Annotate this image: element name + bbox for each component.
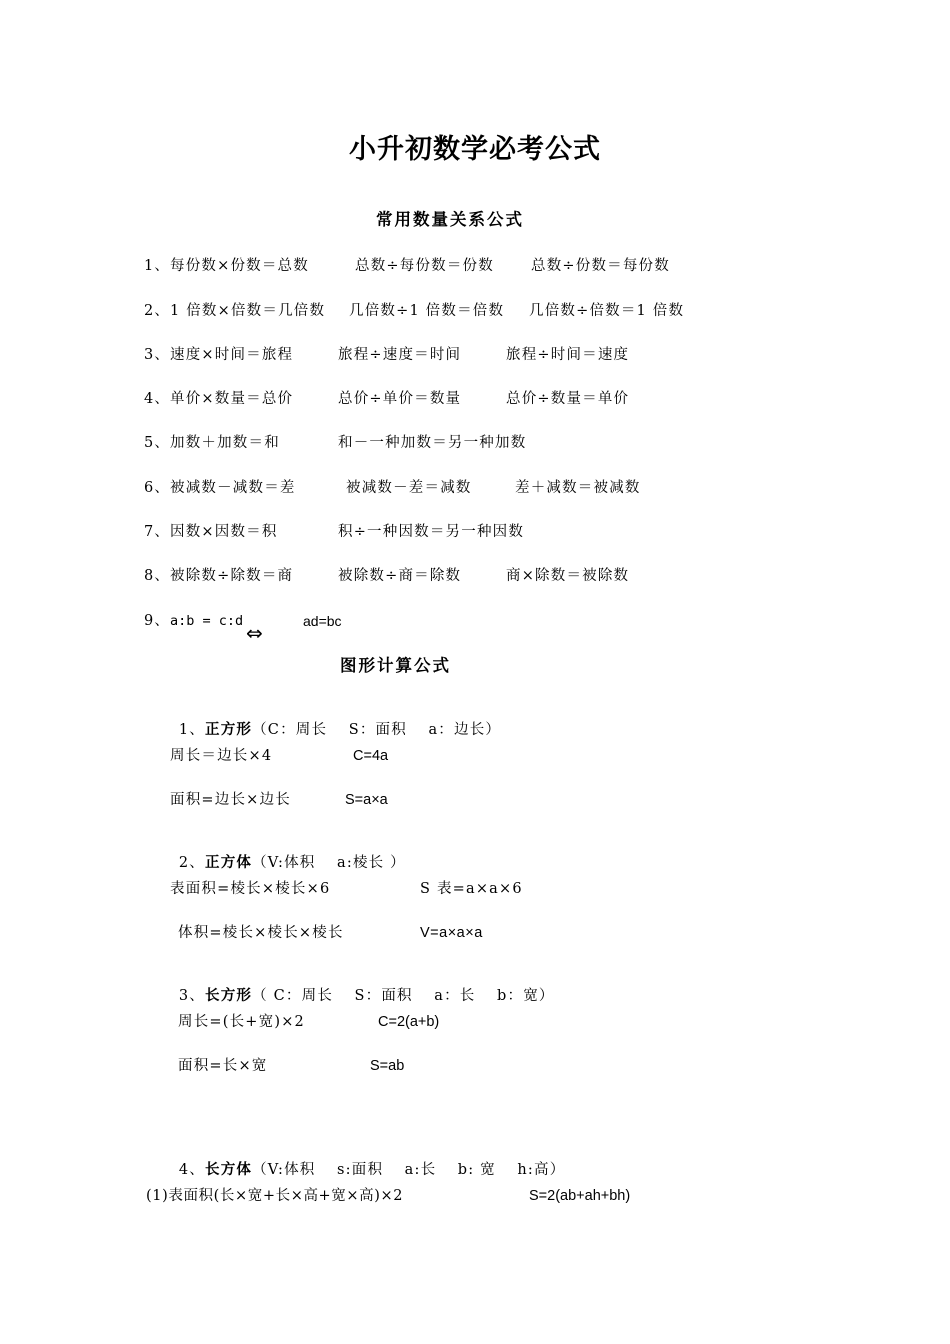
shape-variables: （ C：周长 S：面积 a：长 b：宽） (252, 988, 555, 1004)
formula-b: 总数÷每份数＝份数 (355, 258, 494, 274)
section-heading-quantity: 常用数量关系公式 (376, 210, 524, 229)
row-number: 5、 (144, 435, 171, 451)
formula-b: 旅程÷速度＝时间 (338, 347, 462, 363)
row-number: 7、 (144, 524, 171, 540)
row-number: 3、 (144, 347, 171, 363)
item-number: 3、 (178, 988, 205, 1004)
formula-c: 总数÷份数＝每份数 (531, 258, 670, 274)
row-number: 8、 (144, 568, 171, 584)
item-number: 4、 (178, 1162, 205, 1178)
row-number: 9、 (144, 613, 171, 629)
shape-variables: （V:体积 a:棱长 ） (252, 855, 406, 871)
area-formula: 面积=边长×边长 (170, 792, 291, 808)
formula-c: 总价÷数量＝单价 (506, 391, 630, 407)
row-number: 1、 (144, 258, 171, 274)
item-number: 2、 (178, 855, 205, 871)
row-number: 4、 (144, 391, 171, 407)
formula-b: 几倍数÷1 倍数＝倍数 (349, 303, 505, 319)
formula-c: 几倍数÷倍数＝1 倍数 (529, 303, 685, 319)
volume-symbolic: V=a×a×a (420, 925, 483, 941)
formula-b: 总价÷单价＝数量 (338, 391, 462, 407)
shape-name: 正方体 (205, 854, 253, 871)
shape-name: 正方形 (205, 721, 253, 738)
area-symbolic: S=a×a (345, 792, 388, 808)
formula-c: 商×除数＝被除数 (506, 568, 630, 584)
formula-a: 因数×因数＝积 (170, 524, 278, 540)
perimeter-symbolic: C=4a (353, 748, 389, 764)
ratio-formula: a:b = c:d (170, 613, 244, 629)
shape-variables: （C：周长 S：面积 a：边长） (252, 722, 502, 738)
shape-variables: （V:体积 s:面积 a:长 b: 宽 h:高） (252, 1162, 566, 1178)
formula-a: 加数＋加数＝和 (170, 435, 280, 451)
row-number: 6、 (144, 480, 171, 496)
row-number: 2、 (144, 303, 171, 319)
area-formula: 面积=长×宽 (178, 1058, 268, 1074)
formula-b: 被除数÷商＝除数 (338, 568, 462, 584)
formula-a: 被减数－减数＝差 (170, 480, 296, 496)
shape-name: 长方体 (205, 1161, 253, 1178)
surface-area-symbolic: S=2(ab+ah+bh) (529, 1188, 631, 1204)
formula-b: 积÷一种因数＝另一种因数 (338, 524, 525, 540)
surface-area-formula: 表面积=棱长×棱长×6 (170, 881, 331, 897)
formula-a: 速度×时间＝旅程 (170, 347, 294, 363)
formula-c: 差＋减数＝被减数 (515, 480, 641, 496)
perimeter-formula: 周长=(长+宽)×2 (178, 1014, 305, 1030)
formula-a: 单价×数量＝总价 (170, 391, 294, 407)
surface-area-symbolic: S 表=a×a×6 (420, 881, 523, 897)
formula-b: 被减数－差＝减数 (346, 480, 472, 496)
perimeter-symbolic: C=2(a+b) (378, 1014, 440, 1030)
formula-b: 和－一种加数＝另一种加数 (338, 435, 527, 451)
formula-c: 旅程÷时间＝速度 (506, 347, 630, 363)
formula-a: 每份数×份数＝总数 (170, 258, 309, 274)
formula-a: 1 倍数×倍数＝几倍数 (170, 303, 326, 319)
volume-formula: 体积=棱长×棱长×棱长 (178, 925, 344, 941)
formula-a: 被除数÷除数＝商 (170, 568, 294, 584)
shape-name: 长方形 (205, 987, 253, 1004)
perimeter-formula: 周长＝边长×4 (170, 748, 273, 764)
section-heading-shapes: 图形计算公式 (340, 656, 451, 675)
surface-area-formula: (1)表面积(长×宽+长×高+宽×高)×2 (146, 1188, 404, 1204)
item-number: 1、 (178, 722, 205, 738)
document-title: 小升初数学必考公式 (349, 134, 601, 165)
equivalence-arrow-icon: ⇔ (246, 621, 263, 645)
product-formula: ad=bc (303, 613, 342, 629)
area-symbolic: S=ab (370, 1058, 405, 1074)
